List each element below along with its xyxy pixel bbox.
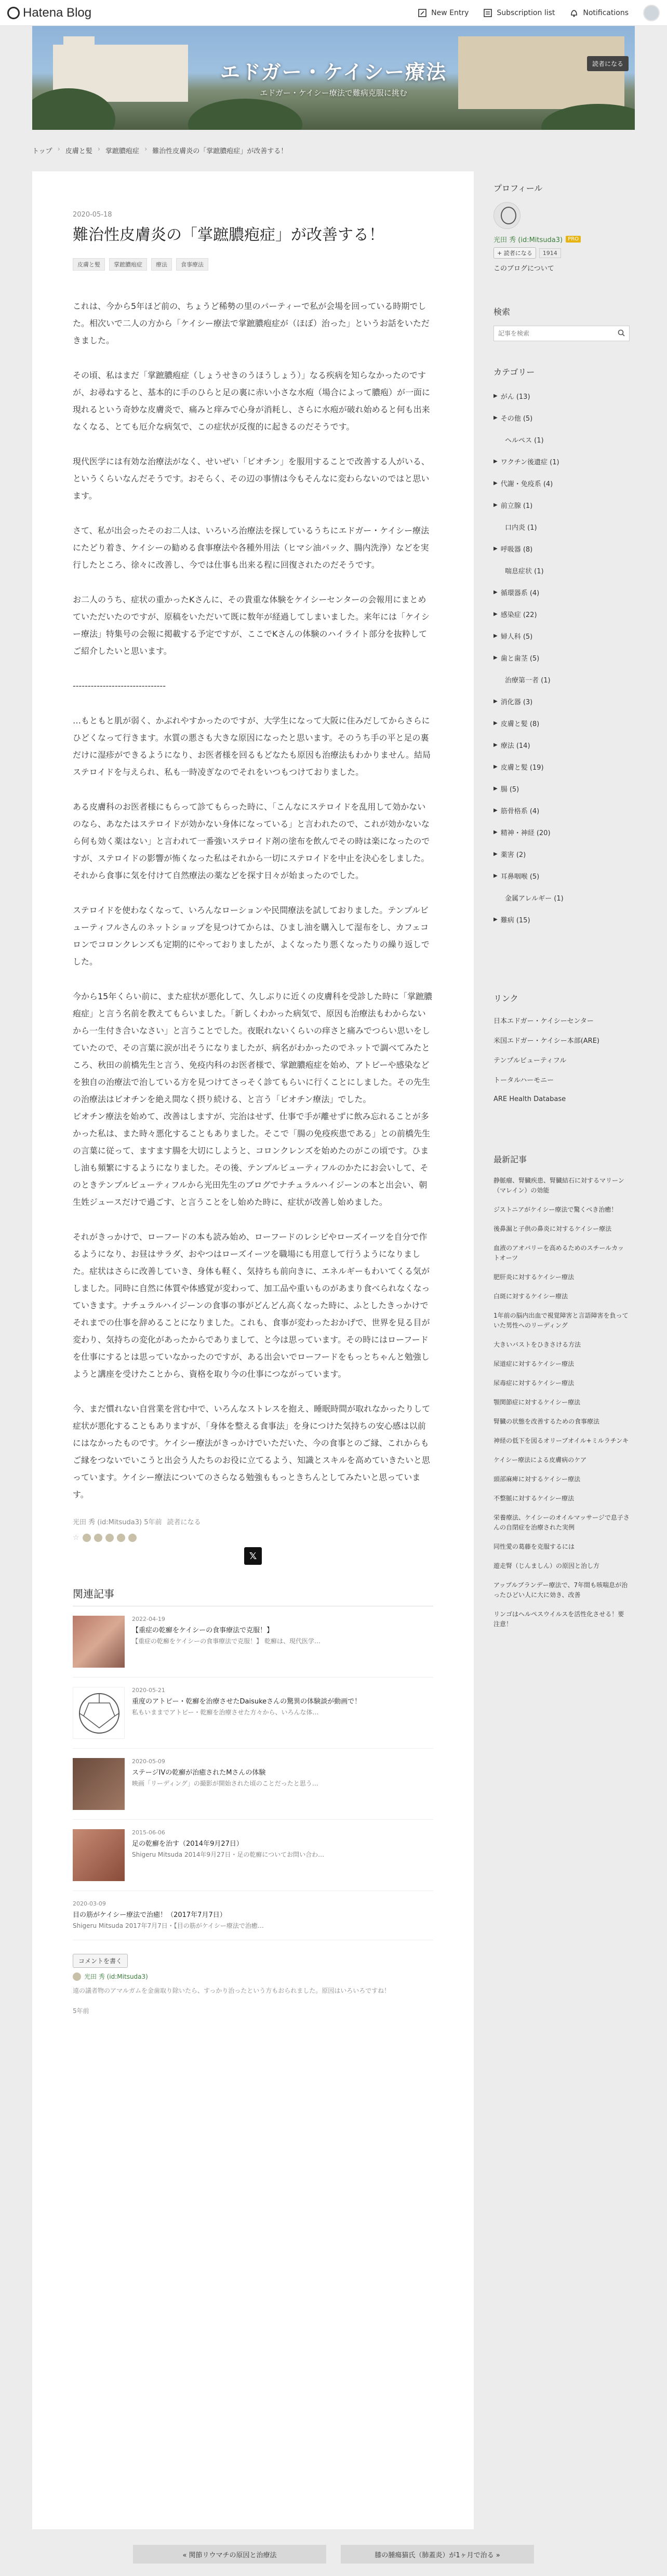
recent-entry-link[interactable]: 不整脈に対するケイシー療法 (493, 1495, 575, 1502)
category-link[interactable]: 感染症 (22) (500, 611, 537, 619)
category-link[interactable]: 婦人科 (5) (500, 633, 533, 641)
follower-count: 1914 (539, 248, 561, 258)
breadcrumb-item-subcategory[interactable]: 掌蹠膿疱症 (105, 147, 140, 155)
recent-entry-link[interactable]: 肥肝炎に対するケイシー療法 (493, 1273, 575, 1281)
recent-entry-link[interactable]: 神経の低下を図るオリーブオイル+ミルラチンキ (493, 1437, 629, 1444)
category-link[interactable]: 消化器 (3) (500, 698, 533, 706)
fullerene-icon (73, 1687, 125, 1739)
expand-triangle-icon[interactable]: ▶ (493, 698, 498, 704)
category-link[interactable]: 循環器系 (4) (500, 589, 540, 597)
expand-triangle-icon[interactable]: ▶ (493, 807, 498, 813)
category-link[interactable]: その他 (5) (500, 414, 533, 423)
recent-list (493, 1171, 630, 1634)
related-thumbnail[interactable] (73, 1616, 125, 1668)
follow-button[interactable]: + 読者になる (493, 247, 536, 259)
star-user-avatar[interactable] (128, 1534, 137, 1542)
related-thumbnail[interactable] (73, 1758, 125, 1810)
entry (73, 211, 433, 2015)
entry-title[interactable]: 難治性皮膚炎の「掌蹠膿疱症」が改善する！ (73, 226, 384, 244)
related-item[interactable] (73, 1891, 433, 1940)
reader-button[interactable]: 読者になる (587, 56, 629, 71)
x-logo-icon: 𝕏 (249, 1550, 257, 1562)
category-link[interactable]: 代謝・免疫系 (4) (500, 480, 553, 488)
recent-entry-link[interactable]: 1年前の脳内出血で視覚障害と言語障害を負っていた男性へのリーディング (493, 1312, 629, 1329)
category-item[interactable] (493, 887, 630, 908)
logo-text: Hatena Blog (23, 5, 92, 20)
related-date: 2020-05-21 (132, 1687, 165, 1694)
category-link[interactable]: ワクチン後遺症 (1) (500, 458, 559, 466)
recent-entry-link[interactable]: 遊走腎（じんましん）の原因と治し方 (493, 1562, 600, 1569)
recent-entry-link[interactable]: ケイシー療法による皮膚病のケア (493, 1456, 587, 1464)
expand-triangle-icon[interactable]: ▶ (493, 611, 498, 617)
category-item[interactable] (493, 865, 630, 887)
category-item[interactable] (493, 647, 630, 668)
links-module (493, 992, 630, 1109)
category-item[interactable] (493, 603, 630, 625)
category-item[interactable] (493, 494, 630, 516)
category-item[interactable] (493, 625, 630, 647)
commenter-name[interactable]: 光田 秀 (id:Mitsuda3) (84, 1973, 148, 1980)
related-desc: 映画「リーディング」の撮影が開始された頃のことだったと思う… (132, 1780, 318, 1787)
prev-entry-button[interactable]: « 関節リウマチの原因と治療法 (133, 2545, 326, 2564)
blog-header (32, 26, 635, 130)
related-date: 2015-06-06 (132, 1829, 165, 1836)
expand-triangle-icon[interactable]: ▶ (493, 742, 498, 748)
expand-triangle-icon[interactable]: ▶ (493, 458, 498, 464)
expand-triangle-icon[interactable]: ▶ (493, 763, 498, 770)
recent-entry-link[interactable]: アップルブランデー療法で、7年間も咳喘息が治ったひどい人に大に効き、改善 (493, 1581, 628, 1599)
recent-entry-link[interactable]: 尿毒症に対するケイシー療法 (493, 1379, 575, 1387)
external-link[interactable]: 日本エドガー・ケイシーセンター (493, 1017, 594, 1025)
subscription-list-label: Subscription list (497, 8, 555, 17)
category-link[interactable]: 口内炎 (1) (505, 524, 537, 532)
header-image-building-roof (63, 36, 95, 57)
paragraph: ビオチン療法を始めて、改善はしますが、完治はせず、仕事で手が離せずに飲み忘れることが多かった私は、また時々悪化することもありました。そこで「腸の免疫疾患である」との前橋先生の言葉に従って、ますます腸を大切にしようと、コロンクレンズを始めたのがこの頃です。ひまし油も頻繁にするようになりました。その後、テンプルビューティフルのかたにお会いして、そのときテンプルビューティフルから光田先生のブログでナチュラルハイジーンの本と出会い、朝生姓ジュースだけで過ごす、と言うことをし始めた時に、症状が改善し始めました。 (73, 1111, 431, 1207)
category-link[interactable]: 耳鼻咽喉 (5) (500, 873, 540, 881)
related-thumbnail[interactable] (73, 1687, 125, 1739)
category-link[interactable]: 金属アレルギー (1) (505, 894, 564, 903)
expand-triangle-icon[interactable]: ▶ (493, 873, 498, 879)
expand-triangle-icon[interactable]: ▶ (493, 829, 498, 835)
category-item[interactable] (493, 777, 630, 799)
subscription-list-link[interactable] (483, 8, 555, 18)
star-user-avatar[interactable] (83, 1534, 91, 1542)
related-thumbnail[interactable] (73, 1829, 125, 1881)
category-item[interactable] (493, 843, 630, 865)
related-title[interactable]: 目の筋がケイシー療法で治癒！（2017年7月7日） (73, 1911, 226, 1919)
recent-entry-link[interactable]: ジストニアがケイシー療法で驚くべき治癒！ (493, 1206, 618, 1213)
paragraph: ステロイドを使わなくなって、いろんなローションや民間療法を試しておりました。テンプルビューティフルさんのネットショップを見つけてからは、ひまし油を購入して湿布をし、カフェコロンでコロンクレンズも定期的にやっておりましたが、よくなったり悪くなったりの繰り返しでした。 (73, 905, 430, 967)
star-user-avatar[interactable] (117, 1534, 125, 1542)
category-item[interactable] (493, 428, 630, 450)
category-item[interactable] (493, 821, 630, 843)
category-tag[interactable]: 皮膚と髪 (73, 258, 105, 271)
related-title[interactable]: ステージIVの乾癬が治癒されたMさんの体験 (132, 1769, 266, 1777)
follow-row (493, 247, 630, 259)
category-item[interactable] (493, 712, 630, 734)
paragraph: ある皮膚科のお医者様にもらって診てもらった時に、「こんなにステロイドを乱用して効かないのなら、あなたはステロイドが効かない身体になっている」と言われたので、これが効かないなら何も効く薬はない」と言われて一番強いステロイド剤の塗布を飲んでその時は楽になったのですが、ステロイドの影響が怖くなった私はそれから一切にステロイドを中止を決心をしました。それから食事に気を付けて自然療法の薬などを探す日々が始まったのでした。 (73, 802, 430, 880)
entry-footer (73, 1517, 433, 1526)
category-item[interactable] (493, 756, 630, 777)
category-link[interactable]: 前立腺 (1) (500, 502, 533, 510)
category-item[interactable] (493, 690, 630, 712)
x-share-button[interactable] (244, 1547, 262, 1565)
add-star-icon[interactable]: ☆ (73, 1534, 79, 1542)
category-link[interactable]: 腸 (5) (500, 785, 519, 794)
expand-triangle-icon[interactable]: ▶ (493, 414, 498, 421)
expand-triangle-icon[interactable]: ▶ (493, 851, 498, 857)
category-item[interactable] (493, 734, 630, 756)
expand-triangle-icon[interactable]: ▶ (493, 480, 498, 486)
profile-heading: プロフィール (493, 183, 543, 193)
breadcrumb-item-current: 難治性皮膚炎の「掌蹠膿疱症」が改善する！ (152, 147, 288, 155)
link-list (493, 1010, 630, 1109)
reader-link[interactable]: 読者になる (167, 1519, 201, 1526)
external-link[interactable]: 米国エドガー・ケイシー本部(ARE) (493, 1037, 599, 1045)
category-item[interactable] (493, 908, 630, 930)
blog-title[interactable]: エドガー・ケイシー療法 (220, 61, 447, 84)
comment-text: 遠の議者物のアマルガムを金歯取り除いたら、すっかり治ったという方もおられました。原因はいろいろですね！ (73, 1987, 391, 1994)
category-item[interactable] (493, 559, 630, 581)
expand-triangle-icon[interactable]: ▶ (493, 720, 498, 726)
profile-name-row (493, 234, 630, 244)
share-buttons (73, 1547, 433, 1565)
category-item[interactable] (493, 516, 630, 538)
expand-triangle-icon[interactable]: ▶ (493, 502, 498, 508)
paragraph: お二人のうち、症状の重かったKさんに、その貴重な体験をケイシーセンターの会報用にまとめていただいたのですが、原稿をいただいて既に数年が経過してしまいました。来年には「ケイシー療法」特集号の会報に掲載する予定ですが、ここでKさんの体験のハイライト部分を抜粋してご紹介したいと思います。 (73, 595, 430, 656)
related-entries (73, 1586, 433, 1940)
pager (0, 2545, 667, 2564)
entry-date[interactable]: 2020-05-18 (73, 211, 112, 219)
blog-description: エドガー・ケイシー療法で難病克服に挑む (260, 88, 407, 98)
expand-triangle-icon[interactable]: ▶ (493, 916, 498, 922)
search-module (493, 305, 630, 341)
recent-entry-link[interactable]: 後鼻漏と子供の鼻炎に対するケイシー療法 (493, 1225, 612, 1232)
pro-badge: PRO (566, 236, 581, 243)
search-box (493, 326, 630, 341)
related-date: 2020-03-09 (73, 1900, 106, 1907)
category-link[interactable]: がん (13) (500, 393, 530, 401)
bell-icon (569, 8, 579, 18)
category-item[interactable] (493, 581, 630, 603)
category-link[interactable]: 療法 (14) (500, 742, 530, 750)
breadcrumb-item-top[interactable]: トップ (32, 147, 52, 155)
author-link[interactable]: 光田 秀 (id:Mitsuda3) 5年前 (73, 1519, 162, 1526)
breadcrumb-separator: › (57, 145, 60, 153)
header-image-tree (188, 99, 302, 130)
related-date: 2022-04-19 (132, 1616, 165, 1622)
hatena-blog-logo[interactable] (7, 6, 91, 20)
about-blog-link[interactable]: このブログについて (493, 265, 554, 273)
expand-triangle-icon[interactable]: ▶ (493, 545, 498, 552)
related-item[interactable] (73, 1749, 433, 1820)
category-item[interactable] (493, 538, 630, 559)
category-link[interactable]: 治療第一者 (1) (505, 676, 551, 685)
recent-entry-link[interactable]: 白斑に対するケイシー療法 (493, 1293, 568, 1300)
expand-triangle-icon[interactable]: ▶ (493, 633, 498, 639)
external-link[interactable]: トータルハーモニー (493, 1076, 554, 1084)
write-comment-button[interactable]: コメントを書く (73, 1954, 128, 1968)
next-entry-button[interactable]: 膝の腫瘍猫氏（肺蓋炎）が1ヶ月で治る » (341, 2545, 534, 2564)
category-link[interactable]: 筋骨格系 (4) (500, 807, 540, 815)
comment-author (73, 1972, 433, 1981)
category-link[interactable]: 喘息症状 (1) (505, 567, 544, 575)
category-module (493, 366, 630, 930)
category-link[interactable]: 難病 (15) (500, 916, 530, 924)
related-title[interactable]: 足の乾癬を治す（2014年9月27日） (132, 1840, 243, 1848)
recent-entry-link[interactable]: 頭部麻痺に対するケイシー療法 (493, 1475, 581, 1483)
related-desc: 【重症の乾癬をケイシーの食事療法で克服！】 乾癬は、現代医学… (132, 1638, 321, 1645)
expand-triangle-icon[interactable]: ▶ (493, 589, 498, 595)
related-heading: 関連記事 (73, 1586, 433, 1606)
category-link[interactable]: 皮膚と髪 (8) (500, 720, 540, 728)
category-item[interactable] (493, 472, 630, 494)
related-item[interactable] (73, 1678, 433, 1749)
notifications-link[interactable] (569, 8, 629, 18)
recent-heading: 最新記事 (493, 1155, 527, 1164)
search-icon[interactable] (618, 329, 625, 339)
category-link[interactable]: 歯と歯茎 (5) (500, 654, 540, 663)
entry-body (73, 298, 433, 1503)
profile-avatar[interactable] (493, 202, 521, 229)
breadcrumb-separator: › (144, 145, 148, 153)
breadcrumb-item-category[interactable]: 皮膚と髪 (65, 147, 92, 155)
recent-entry-link[interactable]: 大きいバストをひきさける方法 (493, 1341, 581, 1348)
related-desc: Shigeru Mitsuda 2017年7月7日・【目の筋がケイシー療法で治癒… (73, 1922, 264, 1929)
related-desc: 私もいままでアトピー・乾癬を治療させた方々から、いろんな体… (132, 1709, 319, 1716)
category-item[interactable] (493, 668, 630, 690)
category-item[interactable] (493, 799, 630, 821)
commenter-avatar (73, 1973, 81, 1981)
recent-entry-link[interactable]: 尿道症に対するケイシー療法 (493, 1360, 575, 1367)
paragraph: これは、今から5年ほど前の、ちょうど稀勢の里のパーティーで私が会場を回っている時期でした。相次いで二人の方から「ケイシー療法で掌蹠膿疱症が（ほぼ）治った」というお話をいただきました。 (73, 301, 430, 345)
profile-name[interactable]: 光田 秀 (id:Mitsuda3) (493, 236, 563, 244)
related-date: 2020-05-09 (132, 1758, 165, 1765)
global-header (0, 0, 667, 26)
expand-triangle-icon[interactable]: ▶ (493, 785, 498, 791)
links-heading: リンク (493, 994, 518, 1003)
recent-entry-link[interactable]: 腎臓の状態を改善するための食事療法 (493, 1418, 600, 1425)
paragraph: …もともと肌が弱く、かぶれやすかったのですが、大学生になって大阪に住みだしてからさらにひどくなって行きます。水質の悪さも大きな原因になったと思います。そのうち手の平と足の裏だけに湿疹ができるようになり、お医者様を回るもどなたも原因も治療法もわかりません。結局ステロイドを与えられ、私も一時凌ぎなのでそれをいつもつけておりました。 (73, 716, 431, 777)
related-item[interactable] (73, 1820, 433, 1891)
category-list (493, 385, 630, 930)
category-tag[interactable]: 掌蹠膿疱症 (109, 258, 147, 271)
category-link[interactable]: 呼吸器 (8) (500, 545, 533, 554)
hatena-star-area (73, 1534, 433, 1542)
main-content (32, 171, 474, 2529)
related-item[interactable] (73, 1606, 433, 1678)
star-user-avatar[interactable] (94, 1534, 102, 1542)
category-item[interactable] (493, 450, 630, 472)
expand-triangle-icon[interactable]: ▶ (493, 654, 498, 661)
external-link[interactable]: テンプルビューティフル (493, 1056, 567, 1065)
paragraph: それがきっかけで、ローフードの本も読み始め、ローフードのレシピやローズイーツを自分で作るようになり、お昼はサラダ、おやつはローズイーツを職場にも用意して行うようになりました。症状はさらに改善していき、身体も軽く、気持ちも前向きに、エネルギーもわいてくる気がしました。同時に自然に体質や体感覚が変わって、加工品や重いものがあまり食べられなくなっていきます。ナチュラルハイジーンの食事の事がどんどん高くなった時に、ふとしたきっかけでそれまでの仕事を辞めることになりました。これも、食事が変わったおかげで、世界を見る目が変わり、気持ちの変化があったからでありまして、と今は思っています。その時にはローフードを仕事にするとは思っていなかったのですが、ある出会いでローフードをもっとちゃんと勉強しようと講座を受けたことから、資格を取り今の仕事につながっています。 (73, 1232, 430, 1379)
entry-categories (73, 258, 433, 271)
category-link[interactable]: ヘルペス (1) (505, 436, 544, 445)
category-link[interactable]: 薬害 (2) (500, 851, 526, 859)
category-heading: カテゴリー (493, 367, 535, 377)
notifications-label: Notifications (583, 8, 629, 17)
recent-entry-link[interactable]: 同性愛の葛藤を克服するには (493, 1543, 575, 1550)
profile-module (493, 182, 630, 273)
separator-line: ------------------------------- (73, 681, 166, 691)
related-title[interactable]: 【重症の乾癬をケイシーの食事療法で克服！】 (132, 1627, 274, 1634)
list-icon (483, 8, 492, 18)
star-user-avatar[interactable] (105, 1534, 114, 1542)
paragraph: さて、私が出会ったそのお二人は、いろいろ治療法を探しているうちにエドガー・ケイシー療法にたどり着き、ケイシーの勧める食事療法や各種外用法（ヒマシ油パック、腸内洗浄）などを実行したところ、徐々に改善し、今では仕事も出来る程に回復されたのだそうです。 (73, 526, 430, 570)
category-tag[interactable]: 食事療法 (176, 258, 208, 271)
new-entry-link[interactable] (418, 8, 469, 18)
paragraph: 現代医学には有効な治療法がなく、せいぜい「ビオチン」を服用することで改善する人がいる、というくらいなんだそうです。おそらく、その辺の事情は今もそんなに変わらないのではと思います。 (73, 457, 430, 501)
category-tag[interactable]: 療法 (151, 258, 172, 271)
paragraph: 今、まだ慣れない自営業を営む中で、いろんなストレスを抱え、睡眠時間が取れなかったりして症状が悪化することもありますが、「身体を整える食事法」を身につけた気持ちの安心感は以前にはなかったものです。ケイシー療法がきっかけでいただいた、今の食事とのご縁、これからもご縁をつないでいこうと出会う人たちのお役に立てるよう、知識とスキルを高めていきたいと思っています。ケイシー療法についてのさらなる勉強ももっときちんとしてみたいと思っています。 (73, 1404, 431, 1499)
hatena-logo-icon (7, 7, 20, 19)
recent-entry-link[interactable]: 栄養療法、ケイシーのオイルマッサージで息子さんの自閉症を治療された実例 (493, 1514, 630, 1531)
recent-entry-link[interactable]: 顎関節症に対するケイシー療法 (493, 1399, 581, 1406)
pencil-icon (418, 8, 427, 18)
search-heading: 検索 (493, 307, 511, 317)
recent-module (493, 1153, 630, 1634)
recent-entry-link[interactable]: リンゴはヘルペスウイルスを活性化させる！要注意！ (493, 1611, 624, 1628)
related-desc: Shigeru Mitsuda 2014年9月27日・足の乾癬についてお問い合わ… (132, 1851, 325, 1858)
external-link[interactable]: ARE Health Database (493, 1095, 566, 1103)
recent-entry-link[interactable]: 血液のアオバリーを高めるためのスチールカットオーツ (493, 1244, 624, 1262)
search-input[interactable] (498, 330, 618, 337)
paragraph: 今から15年くらい前に、また症状が悪化して、久しぶりに近くの皮膚科を受診した時に「掌蹠膿疱症」と言う名前を教えてもらいました。「新しくわかった病気で、原因も治療法もわからないから一生付き合いなさい」と言うことでした。夜眠れないくらいの痒さと痛みでつらい思いをしていたので、その言葉に涙が出そうになりましたが、病名がわかったのでネットで調べてみたところ、秋田の前橋先生と言う、免疫内科のお医者様で、掌蹠膿疱症を始め、アトピーや感染などを独自の治療法で治している方を見つけてさっそく診てもらいに行くことにしました。その先生の治療法はビオチンを絶え間なく摂り続ける、と言う「ビオチン療法」でした。 (73, 991, 433, 1104)
recent-entry-link[interactable]: 静脈瘤、腎臓疾患、腎臓結石に対するマリーン（マレイン）の効能 (493, 1177, 624, 1194)
breadcrumb-separator: › (97, 145, 101, 153)
related-title[interactable]: 重度のアトピー・乾癬を治療させたDaisukeさんの驚異の体験談が動画で！ (132, 1698, 362, 1706)
paragraph: その頃、私はまだ「掌蹠膿疱症（しょうせきのうほうしょう）」なる疾病を知らなかったのですが、お尋ねすると、基本的に手のひらと足の裏に赤い小さな水疱（場合によって膿疱）が一面に現れるという奇妙な皮膚炎で、痛みと痒みで心身が消耗し、さらに水疱が破れ始めると何も出来なくなる、とても厄介な病気で、この症状が反復的に起きるのだそうです。 (73, 370, 431, 432)
new-entry-label: New Entry (431, 8, 469, 17)
category-link[interactable]: 皮膚と髪 (19) (500, 763, 544, 772)
expand-triangle-icon[interactable]: ▶ (493, 393, 498, 399)
user-avatar[interactable] (643, 5, 660, 21)
breadcrumb (32, 145, 287, 155)
comment-time: 5年前 (73, 2007, 89, 2015)
category-link[interactable]: 精神・神経 (20) (500, 829, 551, 837)
category-item[interactable] (493, 407, 630, 428)
category-item[interactable] (493, 385, 630, 407)
